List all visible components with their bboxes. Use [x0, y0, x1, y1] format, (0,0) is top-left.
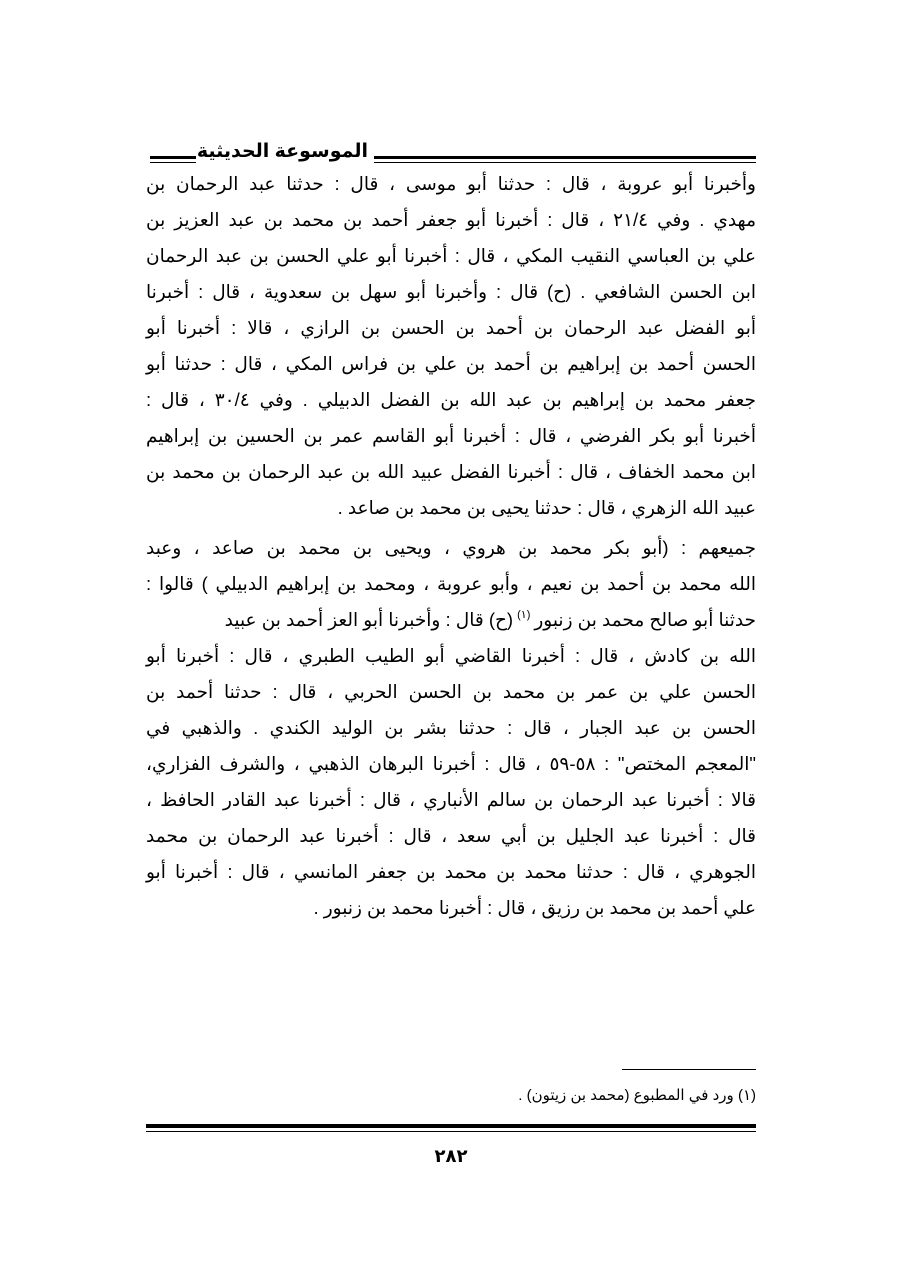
text-line: الله محمد بن أحمد بن نعيم ، وأبو عروبة ، ومحمد بن إبراهيم الدبيلي ) قالوا :: [146, 573, 756, 594]
text-line: ابن محمد الخفاف ، قال : أخبرنا الفضل عبيد الله بن عبد الرحمان بن محمد بن: [146, 461, 756, 482]
text-line: عبيد الله الزهري ، قال : حدثنا يحيى بن محمد بن صاعد .: [337, 497, 756, 518]
main-text: [146, 166, 756, 926]
paragraph-1: [146, 166, 756, 526]
text-line: جعفر محمد بن إبراهيم بن عبد الله بن الفضل الدبيلي . وفي ٣٠/٤ ، قال :: [146, 389, 756, 410]
text-line: وأخبرنا أبو عروبة ، قال : حدثنا أبو موسى ، قال : حدثنا عبد الرحمان بن: [146, 173, 756, 194]
text-line: علي بن العباسي النقيب المكي ، قال : أخبرنا أبو علي الحسن بن عبد الرحمان: [146, 245, 756, 266]
running-header: [146, 141, 756, 168]
text-line: قالا : أخبرنا عبد الرحمان بن سالم الأنباري ، قال : أخبرنا عبد القادر الحافظ ،: [146, 789, 756, 810]
text-line: الله بن كادش ، قال : أخبرنا القاضي أبو الطيب الطبري ، قال : أخبرنا أبو: [146, 645, 756, 666]
header-rule-left: [150, 156, 196, 163]
text-line: قال : أخبرنا عبد الجليل بن أبي سعد ، قال : أخبرنا عبد الرحمان بن محمد: [146, 825, 756, 846]
text-line: أبو الفضل عبد الرحمان بن أحمد بن الحسن بن الرازي ، قالا : أخبرنا أبو: [146, 317, 756, 338]
text-line: الجوهري ، قال : حدثنا محمد بن محمد بن جعفر المانسي ، قال : أخبرنا أبو: [146, 861, 756, 882]
text-line: مهدي . وفي ٢١/٤ ، قال : أخبرنا أبو جعفر أحمد بن محمد بن عبد العزيز بن: [146, 209, 756, 230]
text-line: ابن الحسن الشافعي . (ح) قال : وأخبرنا أبو سهل بن سعدوية ، قال : أخبرنا: [146, 281, 756, 302]
header-title: الموسوعة الحديثية: [196, 141, 368, 162]
text-line: [146, 602, 756, 638]
footer-rule: [146, 1124, 756, 1132]
text-line: علي أحمد بن محمد بن رزيق ، قال : أخبرنا محمد بن زنبور .: [313, 897, 756, 918]
text-line: جميعهم : (أبو بكر محمد بن هروي ، ويحيى بن محمد بن صاعد ، وعبد: [146, 537, 756, 558]
text-line: أخبرنا أبو بكر الفرضي ، قال : أخبرنا أبو القاسم عمر بن الحسين بن إبراهيم: [146, 425, 756, 446]
text-line: الحسن علي بن عمر بن محمد بن الحسن الحربي ، قال : حدثنا أحمد بن: [146, 681, 756, 702]
header-rule-right: [374, 156, 756, 163]
page-number: ٢٨٢: [434, 1146, 468, 1166]
footnote-marker[interactable]: (١): [517, 609, 531, 621]
footnote-separator: [622, 1069, 756, 1070]
text-span: حدثنا أبو صالح محمد بن زنبور: [534, 609, 756, 630]
text-span: (ح) قال : وأخبرنا أبو العز أحمد بن عبيد: [224, 609, 514, 630]
text-line: "المعجم المختص" : ٥٨-٥٩ ، قال : أخبرنا البرهان الذهبي ، والشرف الفزاري،: [146, 753, 756, 774]
text-line: الحسن بن عبد الجبار ، قال : حدثنا بشر بن الوليد الكندي . والذهبي في: [146, 717, 756, 738]
paragraph-2: [146, 530, 756, 926]
footnote: (١) ورد في المطبوع (محمد بن زيتون) .: [518, 1087, 756, 1104]
text-line: الحسن أحمد بن إبراهيم بن أحمد بن علي بن فراس المكي ، قال : حدثنا أبو: [146, 353, 756, 374]
